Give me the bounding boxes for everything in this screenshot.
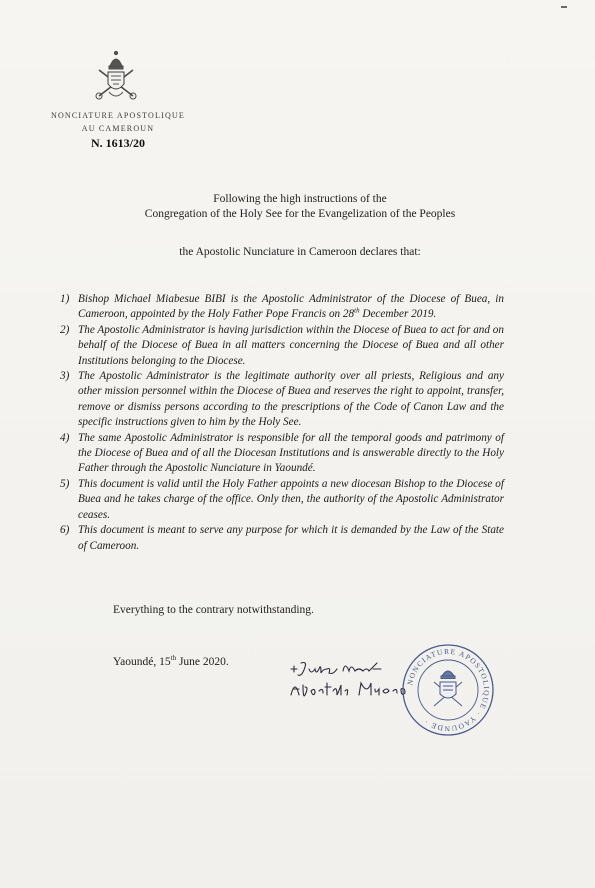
list-item	[60, 292, 504, 323]
intro-line-1: Following the high instructions of the	[213, 193, 387, 205]
item-text: The Apostolic Administrator is having jurisdiction within the Diocese of Buea to act for and on behalf of the Diocese of Buea in all matters concerning the Diocese of Buea and all other Institutions belonging to the Diocese.	[78, 323, 504, 367]
item-number: 4)	[60, 431, 70, 444]
item-text-part: December 2019.	[359, 308, 437, 321]
item-number: 6)	[60, 524, 70, 537]
list-item	[60, 369, 504, 431]
handwritten-signature	[285, 655, 415, 703]
list-item	[60, 323, 504, 369]
place-date	[113, 656, 229, 668]
letterhead-title: NONCIATURE APOSTOLIQUE	[50, 111, 186, 120]
letterhead-subtitle: AU CAMEROUN	[81, 124, 155, 133]
corner-mark	[561, 6, 567, 8]
svg-text:NONCIATURE APOSTOLIQUE · YAOUN: NONCIATURE APOSTOLIQUE · YAOUNDE ·	[405, 646, 492, 734]
item-text: This document is meant to serve any purpose for which it is demanded by the Law of the State of Cameroon.	[78, 524, 504, 552]
reference-number: N. 1613/20	[91, 136, 145, 150]
item-number: 1)	[60, 293, 70, 305]
closing-statement: Everything to the contrary notwithstanding.	[113, 604, 314, 616]
item-superscript: th	[354, 306, 360, 315]
date-place: Yaoundé, 15	[113, 656, 171, 668]
item-number: 2)	[60, 323, 70, 336]
declaration-list	[60, 292, 504, 554]
date-rest: June 2020.	[176, 656, 229, 668]
intro-line-2: Congregation of the Holy See for the Evangelization of the Peoples	[144, 208, 456, 220]
item-text-part: Bishop Michael Miabesue BIBI is the Apostolic Administrator of the Diocese of Buea, in Cameroon, appointed by the Holy Father Pope Francis on 28	[78, 293, 504, 321]
date-superscript: th	[170, 654, 177, 663]
list-item	[60, 431, 504, 477]
list-item	[60, 477, 504, 523]
item-text: This document is valid until the Holy Father appoints a new diocesan Bishop to the Diocese of Buea and he takes charge of the office. Only then, the authority of the Apostolic Administrator ceases.	[78, 477, 504, 521]
item-number: 3)	[60, 370, 70, 383]
nunciature-seal	[400, 642, 496, 738]
item-text: The same Apostolic Administrator is responsible for all the temporal goods and patrimony of the Diocese of Buea and of all the Diocesan Institutions and is answerable directly to the Holy Father through the Apostolic Nunciature in Yaoundé.	[78, 431, 504, 475]
list-item	[60, 523, 504, 554]
intro-line-3: the Apostolic Nunciature in Cameroon declares that:	[179, 246, 421, 258]
item-text	[78, 292, 504, 323]
papal-crest-icon	[93, 48, 139, 104]
item-text: The Apostolic Administrator is the legitimate authority over all priests, Religious and any other mission personnel within the Diocese of Buea and reserves the right to appoint, transfer, remove or dismiss persons according to the prescriptions of the Code of Canon Law and the specific instructions given to him by the Holy See.	[78, 370, 504, 429]
item-number: 5)	[60, 477, 70, 490]
